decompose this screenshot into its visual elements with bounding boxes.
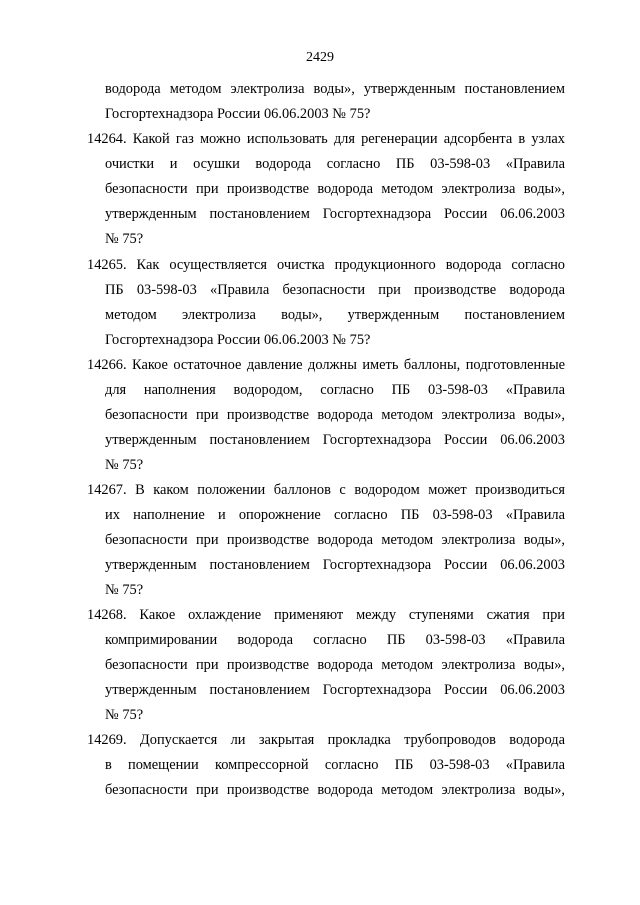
text-line: очистки и осушки водорода согласно ПБ 03-598-03 «Правила: [105, 156, 565, 172]
text-line: в помещении компрессорной согласно ПБ 03-598-03 «Правила: [105, 757, 565, 773]
text-line: для наполнения водородом, согласно ПБ 03-598-03 «Правила: [105, 382, 565, 398]
text-line: утвержденным постановлением Госгортехнадзора России 06.06.2003: [105, 557, 565, 573]
text-line: безопасности при производстве водорода методом электролиза воды»,: [105, 532, 565, 548]
text-line: безопасности при производстве водорода методом электролиза воды»,: [105, 782, 565, 798]
text-line: безопасности при производстве водорода методом электролиза воды»,: [105, 407, 565, 423]
question-start-line: 14264. Какой газ можно использовать для регенерации адсорбента в узлах: [87, 131, 565, 147]
text-line: ПБ 03-598-03 «Правила безопасности при производстве водорода: [105, 282, 565, 298]
text-line: водорода методом электролиза воды», утвержденным постановлением: [105, 81, 565, 97]
text-line: № 75?: [105, 582, 144, 598]
page-number: 2429: [306, 50, 334, 65]
text-line: утвержденным постановлением Госгортехнадзора России 06.06.2003: [105, 432, 565, 448]
text-line: № 75?: [105, 231, 144, 247]
text-line: методом электролиза воды», утвержденным постановлением: [105, 307, 565, 323]
question-start-line: 14268. Какое охлаждение применяют между ступенями сжатия при: [87, 607, 565, 623]
text-line: № 75?: [105, 707, 144, 723]
question-start-line: 14265. Как осуществляется очистка продукционного водорода согласно: [87, 257, 565, 273]
text-line: безопасности при производстве водорода методом электролиза воды»,: [105, 657, 565, 673]
question-start-line: 14269. Допускается ли закрытая прокладка трубопроводов водорода: [87, 732, 565, 748]
text-line: № 75?: [105, 457, 144, 473]
text-line: Госгортехнадзора России 06.06.2003 № 75?: [105, 106, 371, 122]
text-line: утвержденным постановлением Госгортехнадзора России 06.06.2003: [105, 682, 565, 698]
text-line: их наполнение и опорожнение согласно ПБ 03-598-03 «Правила: [105, 507, 565, 523]
text-line: утвержденным постановлением Госгортехнадзора России 06.06.2003: [105, 206, 565, 222]
text-line: Госгортехнадзора России 06.06.2003 № 75?: [105, 332, 371, 348]
text-line: безопасности при производстве водорода методом электролиза воды»,: [105, 181, 565, 197]
question-start-line: 14266. Какое остаточное давление должны иметь баллоны, подготовленные: [87, 357, 565, 373]
question-start-line: 14267. В каком положении баллонов с водородом может производиться: [87, 482, 565, 498]
text-line: компримировании водорода согласно ПБ 03-598-03 «Правила: [105, 632, 565, 648]
